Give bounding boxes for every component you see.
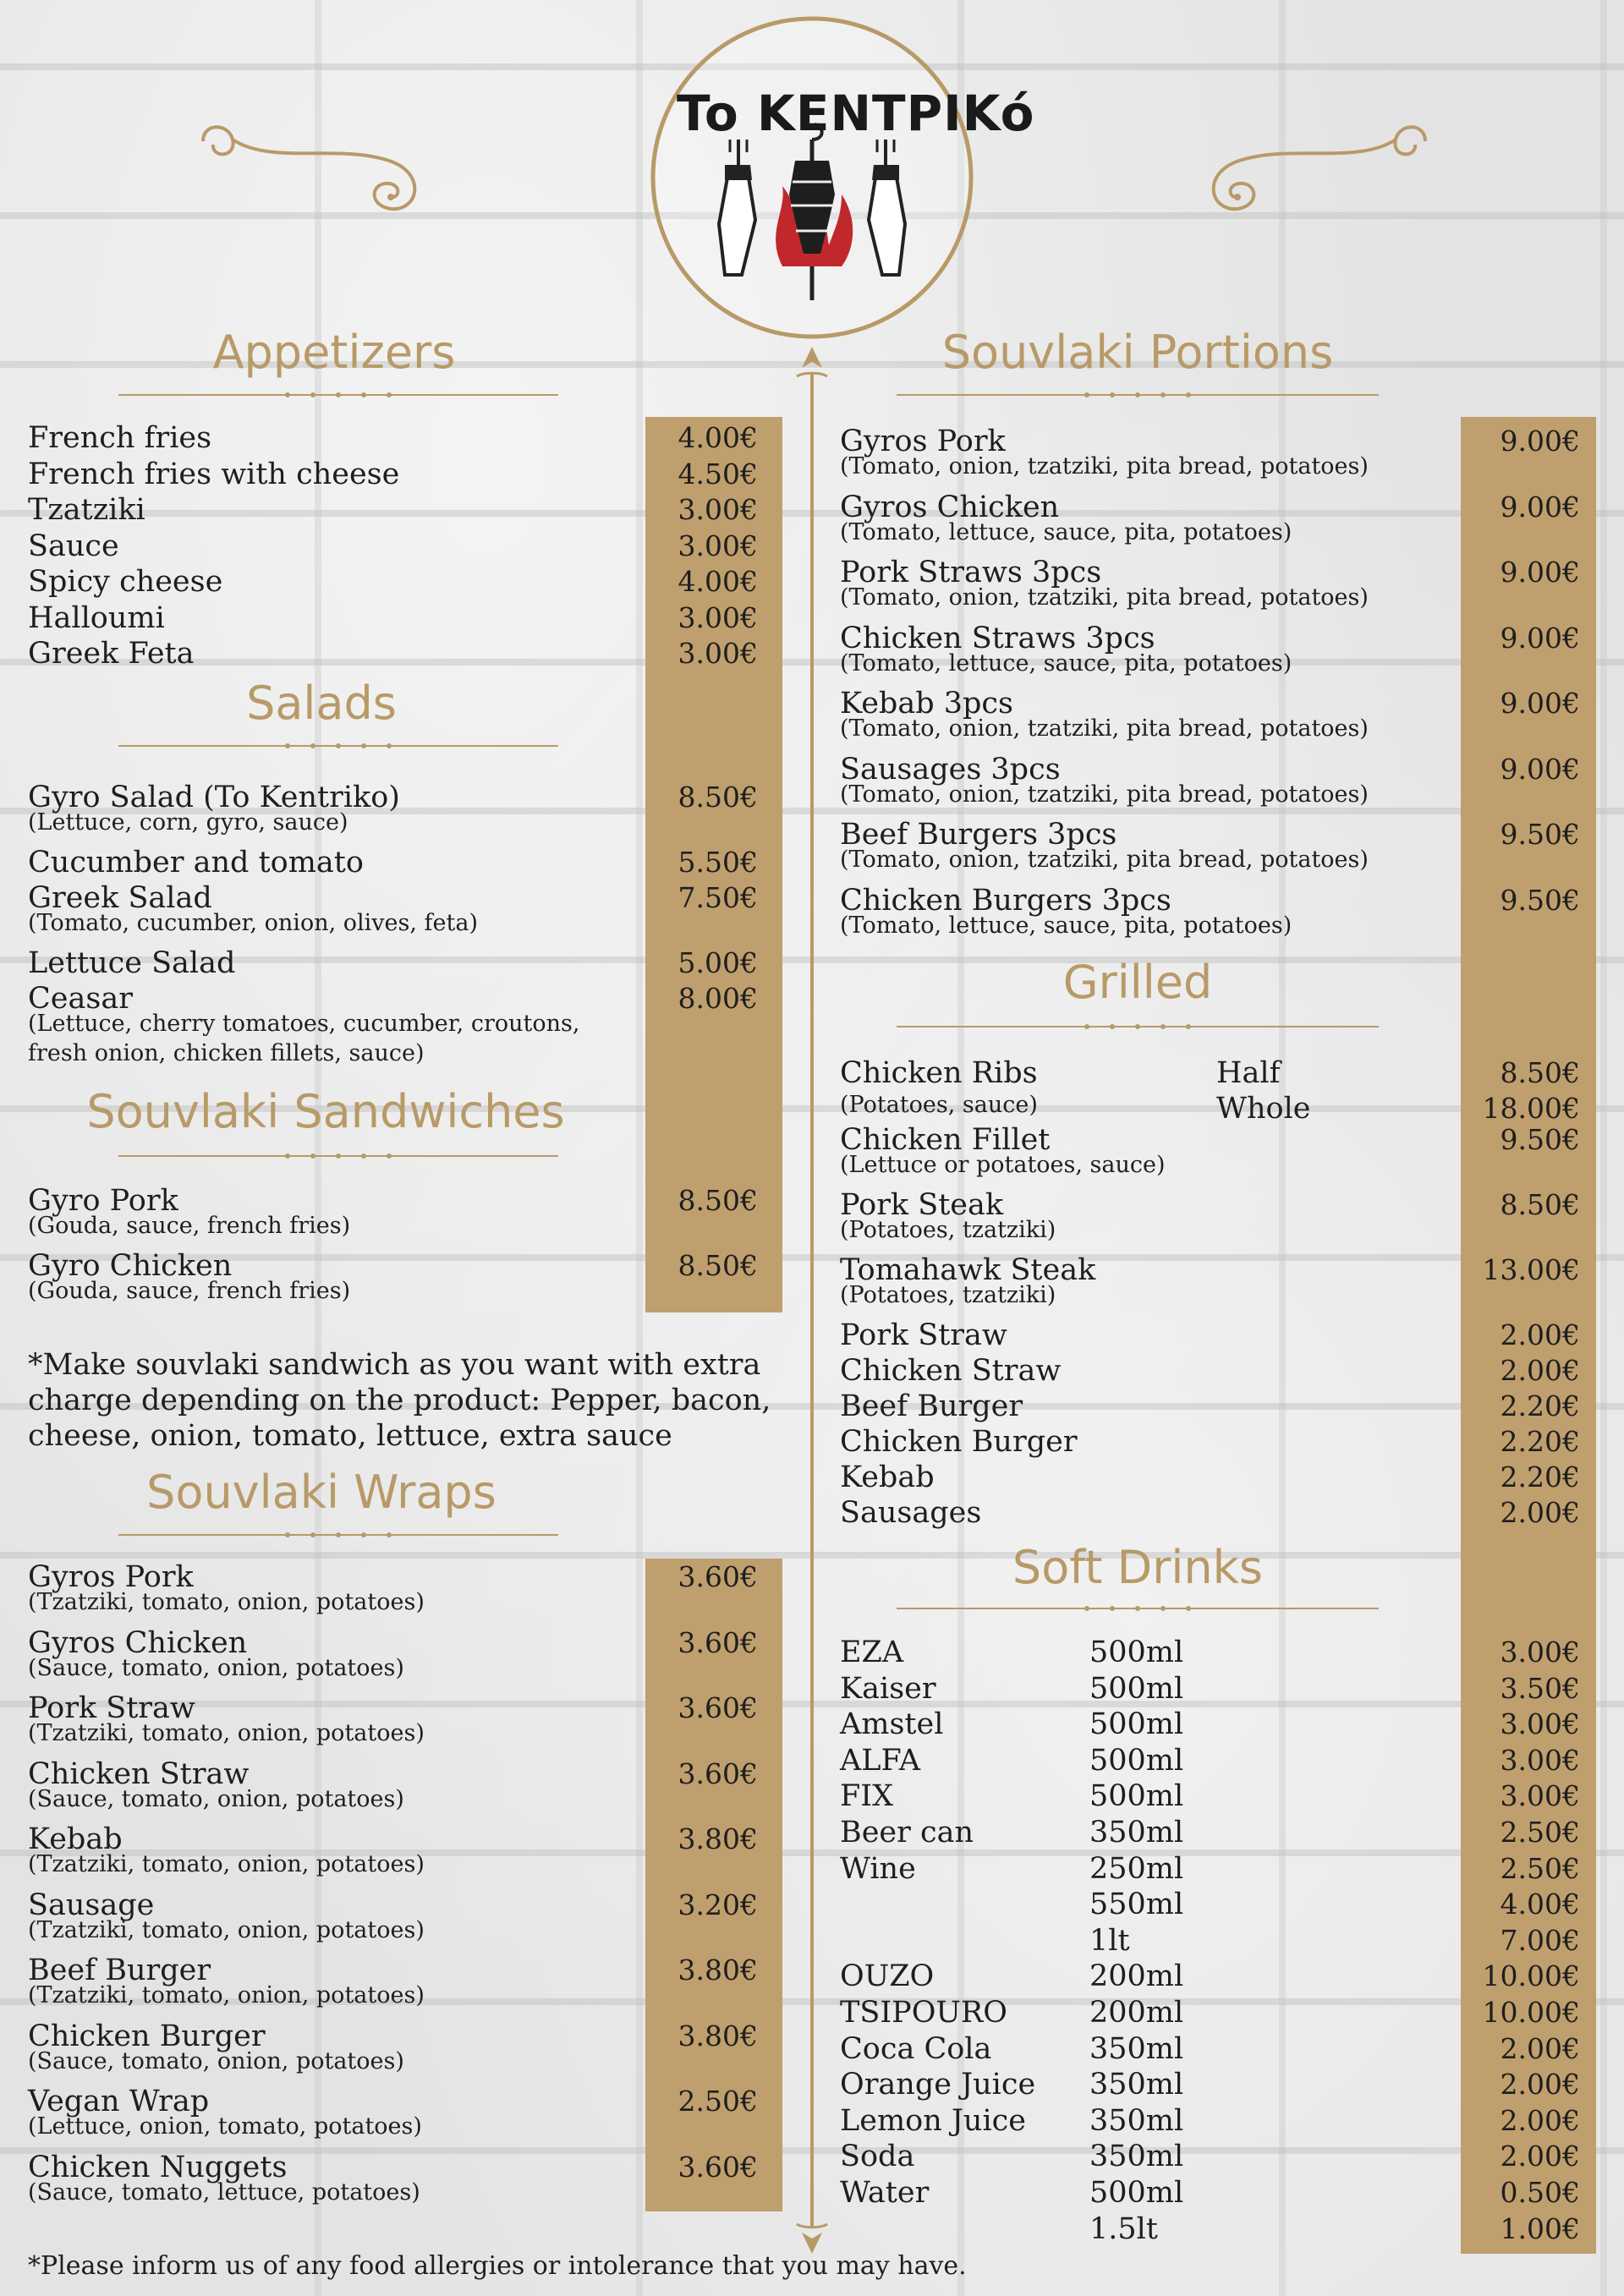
menu-item-name: Chicken Burger <box>840 1425 1078 1459</box>
menu-item-name: Beef Burger <box>840 1389 1023 1423</box>
menu-item-name: Gyro Chicken <box>28 1249 233 1283</box>
left-flourish-ornament <box>195 114 431 228</box>
logo-brand-name: To KENTPIKó <box>677 85 1035 142</box>
menu-item-price: 9.00€ <box>1500 621 1580 655</box>
sandwiches-underline <box>118 1146 558 1166</box>
menu-item-price: 9.00€ <box>1500 425 1580 458</box>
menu-item-price: 3.60€ <box>678 2150 758 2184</box>
menu-item-name: Kebab <box>28 1822 123 1856</box>
whole-portion-label: Whole <box>1216 1092 1311 1126</box>
menu-item-price: 3.80€ <box>678 1954 758 1986</box>
drink-price: 4.00€ <box>1500 1888 1580 1921</box>
menu-item-desc: (Sauce, tomato, onion, potatoes) <box>28 2047 404 2074</box>
menu-item-price: 2.00€ <box>1500 1354 1580 1387</box>
portions-underline <box>897 385 1379 405</box>
menu-item-name: Ceasar <box>28 982 133 1016</box>
menu-item-desc: (Tomato, onion, tzatziki, pita bread, potatoes) <box>840 584 1369 611</box>
note-line: *Make souvlaki sandwich as you want with extra <box>28 1348 761 1382</box>
drink-size: 500ml <box>1089 2176 1184 2210</box>
drink-size: 500ml <box>1089 1779 1184 1814</box>
menu-item-desc: (Tomato, onion, tzatziki, pita bread, potatoes) <box>840 453 1369 479</box>
menu-item-name: Gyro Pork <box>28 1184 178 1218</box>
menu-item-desc: (Gouda, sauce, french fries) <box>28 1213 351 1239</box>
drink-price: 2.00€ <box>1500 2103 1580 2137</box>
menu-item-price: 3.00€ <box>678 637 758 670</box>
menu-item-name: Chicken Nuggets <box>28 2150 288 2184</box>
menu-item-name: Lettuce Salad <box>28 946 236 980</box>
menu-item-desc: (Tzatziki, tomato, onion, potatoes) <box>28 1916 425 1943</box>
menu-item-price: 3.00€ <box>678 600 758 634</box>
menu-item-desc: (Potatoes, sauce) <box>840 1092 1038 1118</box>
salads-heading: Salads <box>246 677 397 730</box>
menu-item-desc: (Lettuce, cherry tomatoes, cucumber, croutons, <box>28 1011 580 1037</box>
menu-item-price: 5.00€ <box>678 946 758 979</box>
menu-item-name: Kebab <box>840 1460 935 1494</box>
menu-item-desc: (Potatoes, tzatziki) <box>840 1217 1056 1243</box>
menu-item-desc: (Tomato, onion, tzatziki, pita bread, potatoes) <box>840 847 1369 873</box>
menu-item-desc: (Tzatziki, tomato, onion, potatoes) <box>28 1851 425 1877</box>
menu-item-desc: fresh onion, chicken fillets, sauce) <box>28 1040 425 1066</box>
drink-price: 2.00€ <box>1500 2140 1580 2173</box>
menu-item-price: 8.50€ <box>1500 1188 1580 1221</box>
drink-size: 1lt <box>1089 1923 1130 1958</box>
drink-size: 500ml <box>1089 1707 1184 1742</box>
menu-item-desc: (Tomato, lettuce, sauce, pita, potatoes) <box>840 649 1292 677</box>
drink-size: 250ml <box>1089 1851 1184 1886</box>
menu-item-name: Gyros Chicken <box>840 490 1060 524</box>
drink-name: Kaiser <box>840 1671 936 1706</box>
menu-item-name: Chicken Straw <box>28 1756 250 1791</box>
menu-item-name: Kebab 3pcs <box>840 687 1013 721</box>
menu-item-desc: (Tomato, onion, tzatziki, pita bread, potatoes) <box>840 781 1369 808</box>
menu-item-name: Spicy cheese <box>28 565 223 599</box>
menu-item-price: 13.00€ <box>1482 1253 1580 1286</box>
menu-item-name: Sausage <box>28 1888 155 1922</box>
menu-item-name: Gyros Chicken <box>28 1625 248 1660</box>
menu-item-price: 3.60€ <box>678 1560 758 1593</box>
drink-price: 3.00€ <box>1500 1743 1580 1777</box>
menu-item-desc: (Gouda, sauce, french fries) <box>28 1278 351 1304</box>
appetizers-underline <box>118 385 558 405</box>
menu-item-desc: (Tzatziki, tomato, onion, potatoes) <box>28 1982 425 2008</box>
menu-item-price: 9.00€ <box>1500 752 1580 786</box>
drinks-underline <box>897 1598 1379 1619</box>
menu-item-name: Chicken Straws 3pcs <box>840 621 1155 655</box>
drink-size: 350ml <box>1089 2140 1184 2174</box>
menu-item-price: 2.00€ <box>1500 1496 1580 1529</box>
menu-item-desc: (Lettuce, onion, tomato, potatoes) <box>28 2113 422 2140</box>
menu-item-price: 3.60€ <box>678 1691 758 1724</box>
menu-item-desc: (Lettuce, corn, gyro, sauce) <box>28 809 348 836</box>
menu-item-name: Cucumber and tomato <box>28 846 364 879</box>
menu-item-price: 8.50€ <box>678 781 758 814</box>
drink-size: 1.5lt <box>1089 2211 1158 2246</box>
menu-item-price: 2.20€ <box>1500 1460 1580 1493</box>
drink-name: Water <box>840 2176 930 2210</box>
menu-item-price: 3.80€ <box>678 2019 758 2052</box>
menu-item-price: 8.50€ <box>678 1184 758 1217</box>
menu-item-name: Sausages <box>840 1496 982 1530</box>
menu-item-price: 2.00€ <box>1500 1318 1580 1351</box>
drink-price: 3.00€ <box>1500 1779 1580 1813</box>
drink-name: Lemon Juice <box>840 2103 1026 2138</box>
menu-item-name: Pork Steak <box>840 1188 1004 1222</box>
drink-name: OUZO <box>840 1959 935 1994</box>
menu-item-name: Chicken Fillet <box>840 1123 1051 1157</box>
sandwiches-heading: Souvlaki Sandwiches <box>86 1085 565 1138</box>
drink-price: 2.00€ <box>1500 2068 1580 2101</box>
menu-item-name: Tzatziki <box>28 493 145 527</box>
sandwich-extras-note <box>28 1347 789 1454</box>
menu-item-name: Beef Burger <box>28 1954 211 1987</box>
drink-price: 7.00€ <box>1500 1923 1580 1957</box>
menu-item-price: 7.50€ <box>678 881 758 914</box>
center-divider <box>787 347 837 2254</box>
menu-item-price: 4.50€ <box>678 457 758 490</box>
drink-name: ALFA <box>840 1743 921 1778</box>
menu-item-name: Chicken Burger <box>28 2019 266 2053</box>
grilled-heading: Grilled <box>1062 956 1213 1009</box>
menu-item-price: 9.50€ <box>1500 1123 1580 1156</box>
menu-item-name: Beef Burgers 3pcs <box>840 818 1117 852</box>
menu-item-name: French fries with cheese <box>28 457 400 491</box>
menu-item-desc: (Tomato, onion, tzatziki, pita bread, potatoes) <box>840 715 1369 742</box>
menu-item-name: Sauce <box>28 529 119 563</box>
menu-item-price: 9.00€ <box>1500 687 1580 720</box>
right-flourish-ornament <box>1197 114 1434 228</box>
menu-item-name: Chicken Burgers 3pcs <box>840 883 1171 918</box>
drink-price: 3.50€ <box>1500 1671 1580 1705</box>
drink-price: 2.50€ <box>1500 1851 1580 1885</box>
menu-item-price: 3.00€ <box>678 529 758 562</box>
drink-size: 350ml <box>1089 2068 1184 2102</box>
note-line: cheese, onion, tomato, lettuce, extra sauce <box>28 1419 672 1453</box>
menu-item-price: 5.50€ <box>678 846 758 879</box>
menu-item-name: Chicken Ribs <box>840 1056 1038 1090</box>
menu-item-desc: (Tzatziki, tomato, onion, potatoes) <box>28 1720 425 1746</box>
menu-item-name: Vegan Wrap <box>28 2085 210 2118</box>
drink-size: 350ml <box>1089 2031 1184 2066</box>
menu-item-desc: (Potatoes, tzatziki) <box>840 1282 1056 1308</box>
wraps-underline <box>118 1525 558 1545</box>
drink-price: 0.50€ <box>1500 2176 1580 2209</box>
menu-item-price: 3.00€ <box>678 493 758 526</box>
menu-item-name: Gyro Salad (To Kentriko) <box>28 781 400 814</box>
half-portion-label: Half <box>1216 1056 1281 1090</box>
menu-item-desc: (Sauce, tomato, lettuce, potatoes) <box>28 2178 420 2206</box>
drink-name: EZA <box>840 1636 904 1669</box>
allergy-note: *Please inform us of any food allergies or intolerance that you may have. <box>28 2251 967 2281</box>
whole-portion-price: 18.00€ <box>1482 1092 1580 1125</box>
menu-item-price: 8.50€ <box>678 1249 758 1282</box>
drink-price: 2.00€ <box>1500 2031 1580 2065</box>
menu-item-name: Greek Salad <box>28 881 212 915</box>
drink-name: Coca Cola <box>840 2031 992 2066</box>
menu-item-price: 9.50€ <box>1500 818 1580 851</box>
menu-item-price: 3.80€ <box>678 1822 758 1855</box>
portions-heading: Souvlaki Portions <box>941 326 1334 379</box>
drink-name: Beer can <box>840 1816 974 1849</box>
menu-item-desc: (Tomato, cucumber, onion, olives, feta) <box>28 910 478 936</box>
menu-item-name: Pork Straws 3pcs <box>840 556 1102 589</box>
menu-item-price: 3.60€ <box>678 1756 758 1790</box>
drink-price: 3.00€ <box>1500 1636 1580 1669</box>
menu-item-price: 9.00€ <box>1500 490 1580 523</box>
appetizers-heading: Appetizers <box>212 326 456 379</box>
menu-item-name: Halloumi <box>28 600 165 635</box>
drink-size: 350ml <box>1089 1816 1184 1849</box>
menu-item-price: 3.60€ <box>678 1625 758 1659</box>
menu-item-desc: (Tomato, lettuce, sauce, pita, potatoes) <box>840 518 1292 545</box>
drink-price: 3.00€ <box>1500 1707 1580 1741</box>
menu-item-price: 9.50€ <box>1500 883 1580 917</box>
logo-emblem <box>647 13 1035 342</box>
drink-size: 350ml <box>1089 2103 1184 2138</box>
drink-name: Orange Juice <box>840 2068 1036 2102</box>
menu-item-desc: (Lettuce or potatoes, sauce) <box>840 1152 1166 1178</box>
menu-item-name: Sausages 3pcs <box>840 752 1061 786</box>
menu-item-name: French fries <box>28 421 212 455</box>
drink-size: 200ml <box>1089 1959 1184 1994</box>
menu-item-price: 2.50€ <box>678 2085 758 2118</box>
menu-item-desc: (Sauce, tomato, onion, potatoes) <box>28 1654 404 1681</box>
menu-item-price: 9.00€ <box>1500 556 1580 589</box>
drink-price: 2.50€ <box>1500 1816 1580 1849</box>
menu-item-desc: (Sauce, tomato, onion, potatoes) <box>28 1785 404 1812</box>
grilled-underline <box>897 1016 1379 1037</box>
drink-price: 1.00€ <box>1500 2211 1580 2245</box>
drink-price: 10.00€ <box>1482 1959 1580 1993</box>
menu-item-name: Greek Feta <box>28 637 195 671</box>
menu-item-desc: (Tzatziki, tomato, onion, potatoes) <box>28 1589 425 1615</box>
menu-item-price: 4.00€ <box>678 421 758 454</box>
menu-item-price: 3.20€ <box>678 1888 758 1921</box>
menu-item-name: Gyros Pork <box>840 425 1006 458</box>
menu-item-price: 8.00€ <box>678 982 758 1015</box>
note-line: charge depending on the product: Pepper, bacon, <box>28 1384 771 1417</box>
menu-item-price: 4.00€ <box>678 565 758 598</box>
menu-item-name: Pork Straw <box>840 1318 1007 1352</box>
drink-size: 200ml <box>1089 1996 1184 2030</box>
half-portion-price: 8.50€ <box>1500 1056 1580 1089</box>
wraps-heading: Souvlaki Wraps <box>146 1466 497 1519</box>
drink-size: 500ml <box>1089 1671 1184 1706</box>
drinks-heading: Soft Drinks <box>1012 1541 1264 1594</box>
drink-name: Wine <box>840 1851 916 1886</box>
menu-item-price: 2.20€ <box>1500 1389 1580 1422</box>
drink-name: Amstel <box>840 1707 944 1742</box>
drink-size: 500ml <box>1089 1636 1184 1669</box>
menu-item-name: Pork Straw <box>28 1691 195 1725</box>
drink-size: 500ml <box>1089 1743 1184 1778</box>
menu-item-price: 2.20€ <box>1500 1425 1580 1458</box>
drink-name: Soda <box>840 2140 915 2174</box>
drink-price: 10.00€ <box>1482 1996 1580 2029</box>
drink-name: TSIPOURO <box>840 1996 1007 2030</box>
menu-item-name: Chicken Straw <box>840 1354 1062 1388</box>
menu-item-name: Tomahawk Steak <box>840 1253 1096 1287</box>
menu-item-desc: (Tomato, lettuce, sauce, pita, potatoes) <box>840 912 1292 939</box>
drink-name: FIX <box>840 1779 894 1814</box>
salads-underline <box>118 736 558 756</box>
drink-size: 550ml <box>1089 1888 1184 1922</box>
menu-item-name: Gyros Pork <box>28 1560 194 1594</box>
